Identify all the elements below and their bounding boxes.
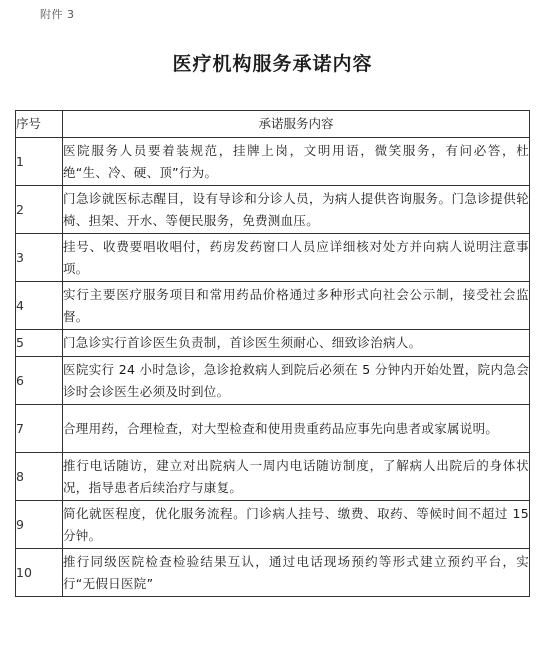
row-number: 2 [16, 186, 63, 234]
row-content: 挂号、收费要唱收唱付，药房发药窗口人员应详细核对处方并向病人说明注意事项。 [63, 234, 530, 282]
table-row [16, 405, 530, 453]
table-row [16, 501, 530, 549]
row-content: 实行主要医疗服务项目和常用药品价格通过多种形式向社会公示制，接受社会监督。 [63, 282, 530, 330]
row-content: 医院服务人员要着装规范，挂牌上岗，文明用语，微笑服务，有问必答，杜绝“生、冷、硬、顶”行为。 [63, 138, 530, 186]
row-number: 9 [16, 501, 63, 549]
table-row [16, 453, 530, 501]
row-number: 1 [16, 138, 63, 186]
table-row [16, 138, 530, 186]
row-content: 医院实行 24 小时急诊，急诊抢救病人到院后必须在 5 分钟内开始处置，院内急会诊时会诊医生必须及时到位。 [63, 357, 530, 405]
row-content: 简化就医程度，优化服务流程。门诊病人挂号、缴费、取药、等候时间不超过 15 分钟。 [63, 501, 530, 549]
document-title: 医疗机构服务承诺内容 [172, 53, 373, 75]
row-number: 10 [16, 549, 63, 597]
row-number: 3 [16, 234, 63, 282]
table-row [16, 549, 530, 597]
row-content: 推行电话随访，建立对出院病人一周内电话随访制度，了解病人出院后的身体状况，指导患者后续治疗与康复。 [63, 453, 530, 501]
attachment-label: 附件 3 [40, 8, 75, 21]
row-number: 5 [16, 330, 63, 357]
header-content: 承诺服务内容 [63, 111, 530, 138]
row-content: 门急诊实行首诊医生负责制，首诊医生须耐心、细致诊治病人。 [63, 330, 530, 357]
row-content: 门急诊就医标志醒目，设有导诊和分诊人员，为病人提供咨询服务。门急诊提供轮椅、担架、开水、等便民服务，免费测血压。 [63, 186, 530, 234]
header-number: 序号 [16, 111, 63, 138]
row-number: 8 [16, 453, 63, 501]
table-row [16, 282, 530, 330]
table-header-row [16, 111, 530, 138]
table-row [16, 357, 530, 405]
row-content: 推行同级医院检查检验结果互认，通过电话现场预约等形式建立预约平台，实行“无假日医院” [63, 549, 530, 597]
row-number: 6 [16, 357, 63, 405]
table-row [16, 330, 530, 357]
commitments-table [15, 110, 530, 597]
row-number: 4 [16, 282, 63, 330]
table-row [16, 234, 530, 282]
row-content: 合理用药，合理检查，对大型检查和使用贵重药品应事先向患者或家属说明。 [63, 405, 530, 453]
row-number: 7 [16, 405, 63, 453]
table-row [16, 186, 530, 234]
